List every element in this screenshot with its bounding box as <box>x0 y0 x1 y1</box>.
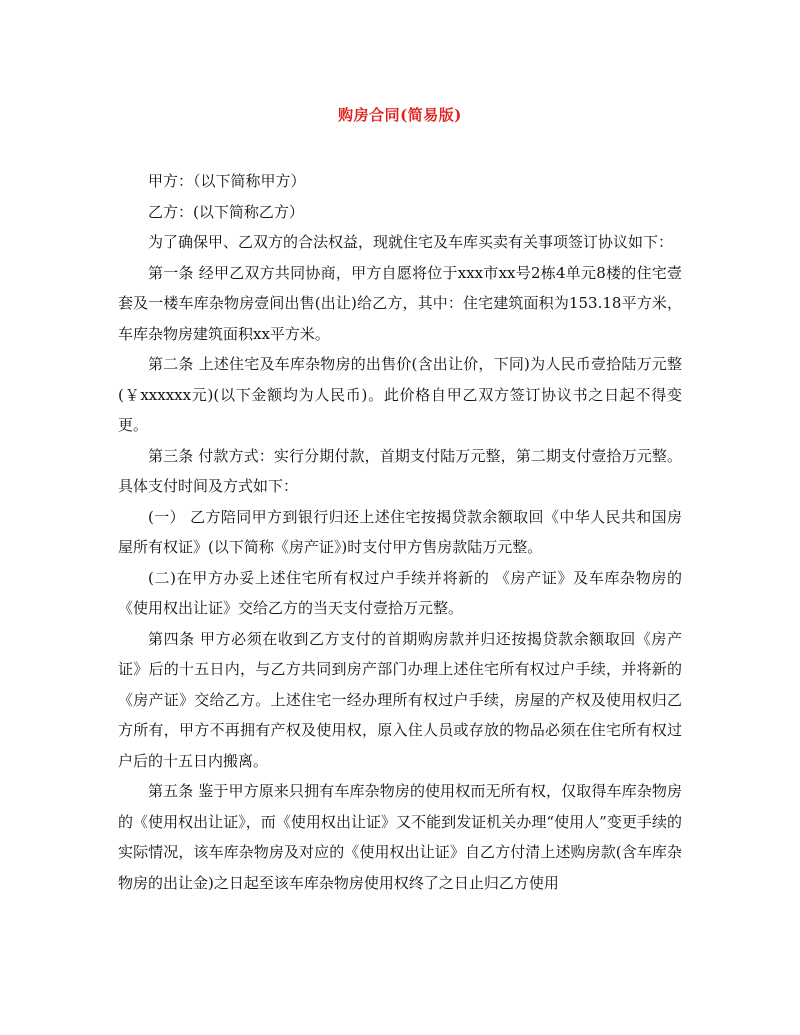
party-b-line: 乙方：(以下简称乙方） <box>148 202 304 221</box>
article-1-paragraph: 第一条 经甲乙双方共同协商，甲方自愿将位于xxx市xx号2栋4单元8楼的住宅壹套及一楼车库杂物房壹间出售(出让)给乙方，其中：住宅建筑面积为153.18平方米，车库杂物房建筑面积xx平方米。 <box>118 263 682 343</box>
article-3-item-1: (一） 乙方陪同甲方到银行归还上述住宅按揭贷款余额取回《中华人民共和国房屋所有权证》(以下简称《房产证》)时支付甲方售房款陆万元整。 <box>118 507 682 556</box>
article-5-paragraph: 第五条 鉴于甲方原来只拥有车库杂物房的使用权而无所有权，仅取得车库杂物房的《使用权出让证》，而《使用权出让证》又不能到发证机关办理“使用人”变更手续的实际情况，该车库杂物房及对应的《使用权出让证》自乙方付清上述购房款(含车库杂物房的出让金)之日起至该车库杂物房使用权终了之日止归乙方使用 <box>118 782 682 892</box>
party-a-line: 甲方：（以下简称甲方） <box>148 172 306 190</box>
document-body <box>118 166 682 898</box>
article-2-paragraph: 第二条 上述住宅及车库杂物房的出售价(含出让价，下同)为人民币壹拾陆万元整(￥xxxxxx元)(以下金额均为人民币)。此价格自甲乙双方签订协议书之日起不得变更。 <box>118 355 682 434</box>
article-3-paragraph: 第三条 付款方式：实行分期付款，首期支付陆万元整，第二期支付壹拾万元整。具体支付时间及方式如下： <box>118 446 682 495</box>
document-title: 购房合同(简易版) <box>338 106 462 124</box>
preamble-paragraph: 为了确保甲、乙双方的合法权益，现就住宅及车库买卖有关事项签订协议如下： <box>148 233 674 251</box>
article-3-item-2: (二)在甲方办妥上述住宅所有权过户手续并将新的 《房产证》及车库杂物房的《使用权出让证》交给乙方的当天支付壹拾万元整。 <box>118 568 682 617</box>
article-4-paragraph: 第四条 甲方必须在收到乙方支付的首期购房款并归还按揭贷款余额取回《房产证》后的十五日内，与乙方共同到房产部门办理上述住宅所有权过户手续，并将新的《房产证》交给乙方。上述住宅一经办理所有权过户手续，房屋的产权及使用权归乙方所有，甲方不再拥有产权及使用权，原入住人员或存放的物品必须在住宅所有权过户后的十五日内搬离。 <box>118 629 682 770</box>
